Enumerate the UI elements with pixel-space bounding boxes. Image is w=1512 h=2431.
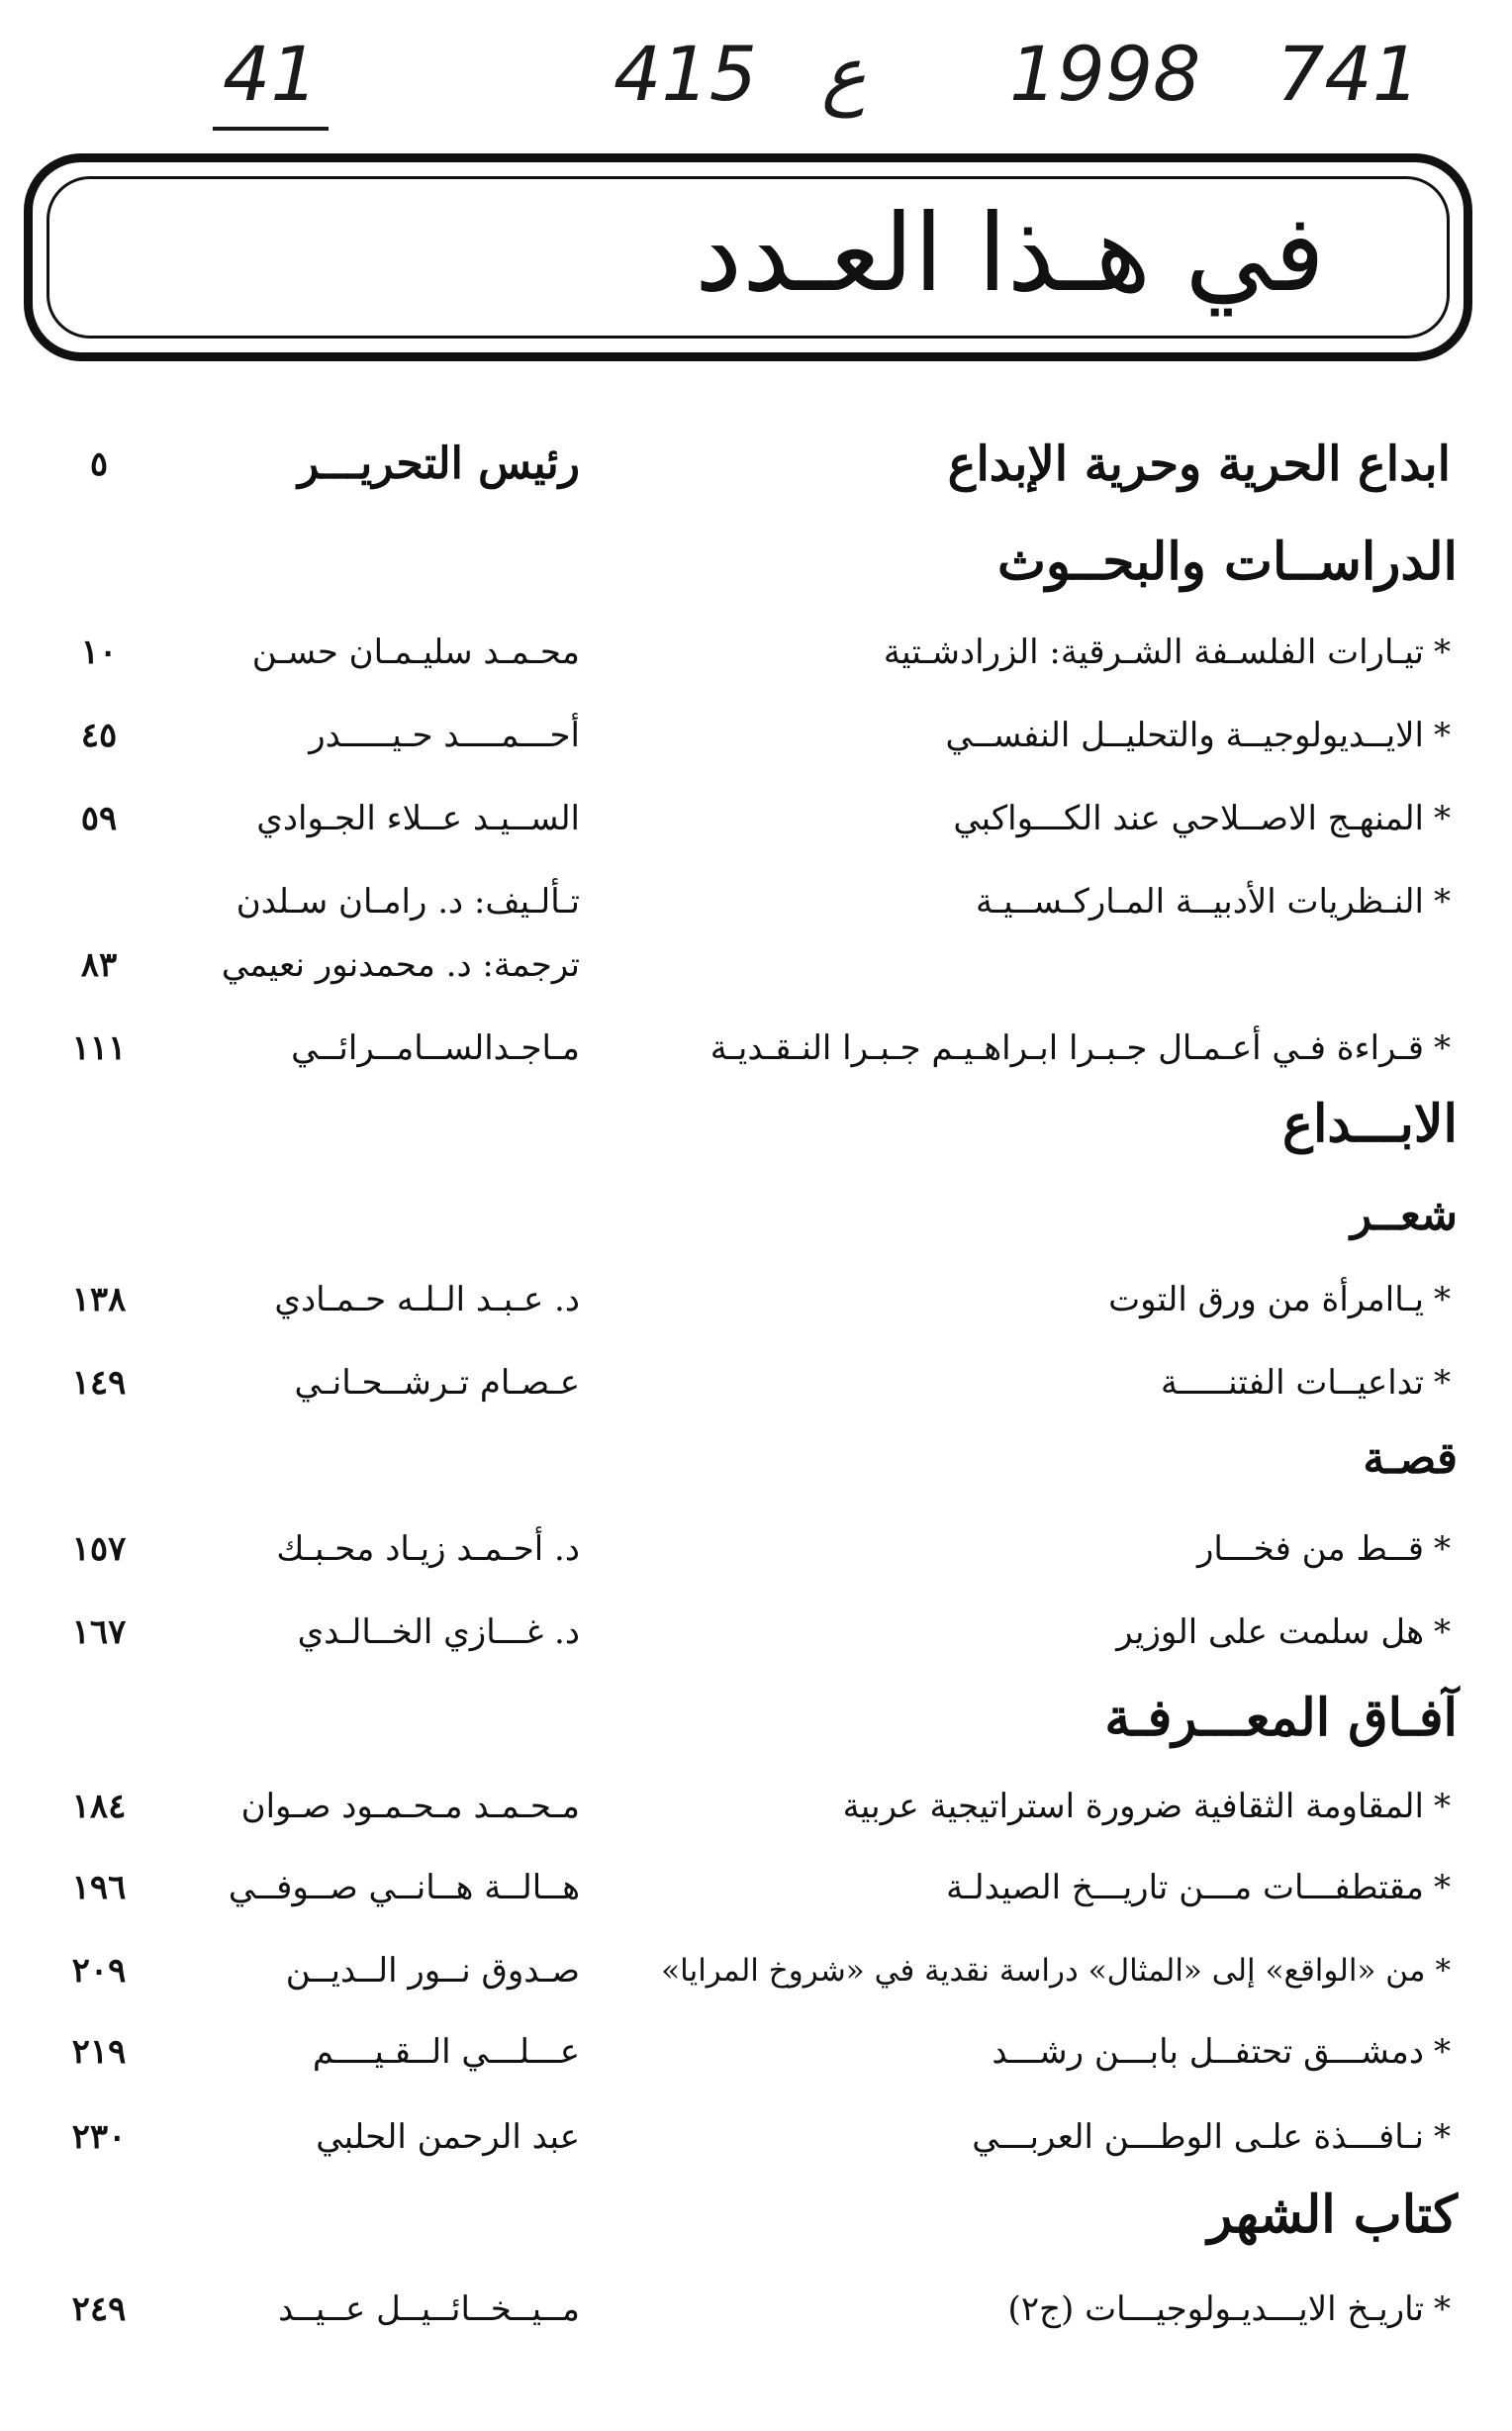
toc-entry-page: ١٤٩ [71,1363,127,1403]
toc-entry-author: هــالــة هــانــي صــوفــي [228,1868,580,1907]
bullet-mark: * [1434,1787,1451,1826]
toc-row [0,2275,1512,2344]
bullet-mark: * [1434,716,1451,755]
toc-entry-author: مــيــخــائــيــل عــيــد [278,2289,580,2329]
toc-entry-author: د. عـبـد الـلـه حـمـادي [274,1280,580,1319]
toc-entry-author: عـصـام تـرشــحـانـي [294,1363,580,1403]
bullet-mark: * [1434,1280,1451,1319]
toc-entry-title-text: مقتطفـــات مـــن تاريـــخ الصيدلـة [946,1868,1424,1907]
toc-entry-page: ١١١ [71,1028,127,1068]
bullet-mark: * [1434,1028,1451,1068]
toc-entry-page: ١٨٤ [71,1787,127,1826]
toc-entry-title-text: المنهـج الاصــلاحي عند الكـــواكبي [953,799,1424,838]
section-heading-text: الابـــداع [1281,1094,1458,1154]
section-heading-text: آفـاق المعـــرفـة [1104,1688,1458,1748]
toc-entry-author: مـحـمـد مـحـمـود صـوان [240,1787,580,1826]
toc-row [0,701,1512,770]
toc-row [0,1014,1512,1083]
section-heading-creativity [0,1087,1512,1156]
toc-entry-page: ١٦٧ [71,1612,127,1652]
toc-entry-author: مـاجـدالســامــرائــي [291,1028,580,1068]
toc-entry-author: تـألـيف: د. رامـان سـلدن [236,882,580,922]
toc-entry-title-text: تداعيــات الفتنـــــة [1161,1363,1424,1403]
toc-entry-author: د. أحـمـد زيـاد محـبـك [276,1529,580,1569]
section-heading-text: الدراســات والبحــوث [996,532,1458,592]
toc-entry-page: ٤٥ [80,716,118,755]
toc-row [0,1598,1512,1667]
bullet-mark: * [1434,1612,1451,1652]
handwritten-note-3: ع [821,30,867,118]
toc-entry-title [718,618,1451,687]
toc-entry-author: الســيـد عــلاء الجـوادي [256,799,580,838]
toc-lead-row [0,430,1512,499]
toc-entry-title [718,1853,1451,1922]
section-heading-story [0,1421,1512,1491]
handwritten-note-1: 41 [223,30,319,139]
handwritten-note-4: 1998 [1009,30,1201,118]
bullet-mark: * [1434,632,1451,672]
section-heading-book [0,2178,1512,2247]
toc-entry-title-text: دمشـــق تحتفــل بابـــن رشـــد [992,2032,1424,2072]
toc-entry-author: محـمـد سليـمـان حسـن [251,632,580,672]
toc-row [0,618,1512,687]
toc-entry-title-text: قـراءة فـي أعـمـال جـبـرا ابـراهـيـم جـبـرا النـقـديـة [709,1028,1424,1068]
page-title: في هـذا العـدد [694,192,1325,316]
toc-entry-title [718,1265,1451,1334]
toc-entry-title-text: النـظريات الأدبيــة المـاركـســيـة [975,882,1424,922]
toc-entry-page: ٥ [89,444,109,484]
bullet-mark: * [1434,1868,1451,1907]
section-heading-poetry [0,1178,1512,1247]
toc-entry-title-text: تاريـخ الايـــديـولوجيـــات (ج٢) [1007,2289,1424,2329]
toc-row [0,1772,1512,1841]
toc-entry-title [718,1348,1451,1417]
bullet-mark: * [1434,1363,1451,1403]
toc-entry-title [718,1514,1451,1584]
toc-entry-title [718,701,1451,770]
toc-entry-page: ٨٣ [80,945,118,985]
section-heading-text: قصـة [1363,1433,1458,1484]
toc-entry-author: أحـــمــــد حـيـــــدر [309,716,580,755]
toc-entry-page: ١٠ [80,632,118,672]
handwritten-note-5: 741 [1276,30,1421,118]
toc-entry-title-text: تيـارات الفلسـفة الشـرقية: الزرادشـتية [883,632,1424,672]
section-heading-studies [0,525,1512,594]
toc-row [0,784,1512,853]
section-heading-horizons [0,1681,1512,1750]
toc-entry-title-text: من «الواقع» إلى «المثال» دراسة نقدية في «شروخ المرايا» [661,1953,1426,1989]
toc-entry-title-text: الايــديولوجيــة والتحليــل النفســي [945,716,1424,755]
toc-row [0,1853,1512,1922]
toc-entry-title [718,2017,1451,2087]
toc-entry-title [661,1936,1451,2005]
toc-entry-title [718,2275,1451,2344]
toc-entry-page: ٢١٩ [71,2032,127,2072]
toc-entry-title-text: هل سلمت على الوزير [1116,1612,1424,1652]
bullet-mark: * [1434,882,1451,922]
bullet-mark: * [1435,1953,1451,1989]
toc-row [0,1348,1512,1417]
toc-entry-page: ١٩٦ [71,1868,127,1907]
toc-entry-page: ١٣٨ [71,1280,127,1319]
toc-row [0,2102,1512,2172]
toc-row [0,867,1512,936]
toc-entry-author: عبد الرحمن الحلبي [316,2117,580,2157]
toc-entry-title: ابداع الحرية وحرية الإبداع [947,437,1451,492]
toc-entry-title-text: المقاومة الثقافية ضرورة استراتيجية عربية [842,1787,1424,1826]
toc-entry-author: ترجمة: د. محمدنور نعيمي [221,945,580,985]
toc-entry-title-text: نـافـــذة علـى الوطـــن العربـــي [972,2117,1424,2157]
toc-row [0,1514,1512,1584]
toc-entry-author: د. غـــازي الخــالـدي [297,1612,580,1652]
bullet-mark: * [1434,1529,1451,1569]
toc-entry-page: ١٥٧ [71,1529,127,1569]
toc-row [0,2017,1512,2087]
section-heading-text: شعــر [1350,1190,1458,1240]
toc-entry-title [718,784,1451,853]
bullet-mark: * [1434,2032,1451,2072]
toc-entry-title [718,1598,1451,1667]
toc-entry-title [718,1772,1451,1841]
toc-entry-title [718,2102,1451,2172]
toc-entry-title-text: قــط من فخـــار [1196,1529,1424,1569]
toc-entry-author: رئيس التحريـــر [298,438,580,489]
bullet-mark: * [1434,2117,1451,2157]
toc-entry-title-text: يـاامرأة من ورق التوت [1108,1280,1424,1319]
toc-entry-title [718,867,1451,936]
toc-entry-author: عـــلـــي الــقـيــــم [312,2032,580,2072]
toc-entry-page: ٢٤٩ [71,2289,127,2329]
toc-row [0,1265,1512,1334]
toc-entry-page: ٥٩ [80,799,118,838]
toc-entry-title [709,1014,1451,1083]
toc-entry-author: صـدوق نــور الــديــن [285,1951,580,1991]
bullet-mark: * [1434,2289,1451,2329]
toc-entry-page: ٢٠٩ [71,1951,127,1991]
toc-row [0,1936,1512,2005]
toc-row [0,930,1512,1000]
handwritten-note-2: 415 [614,30,758,118]
section-heading-text: كتاب الشهر [1207,2185,1458,2245]
bullet-mark: * [1434,799,1451,838]
toc-entry-page: ٢٣٠ [71,2117,127,2157]
